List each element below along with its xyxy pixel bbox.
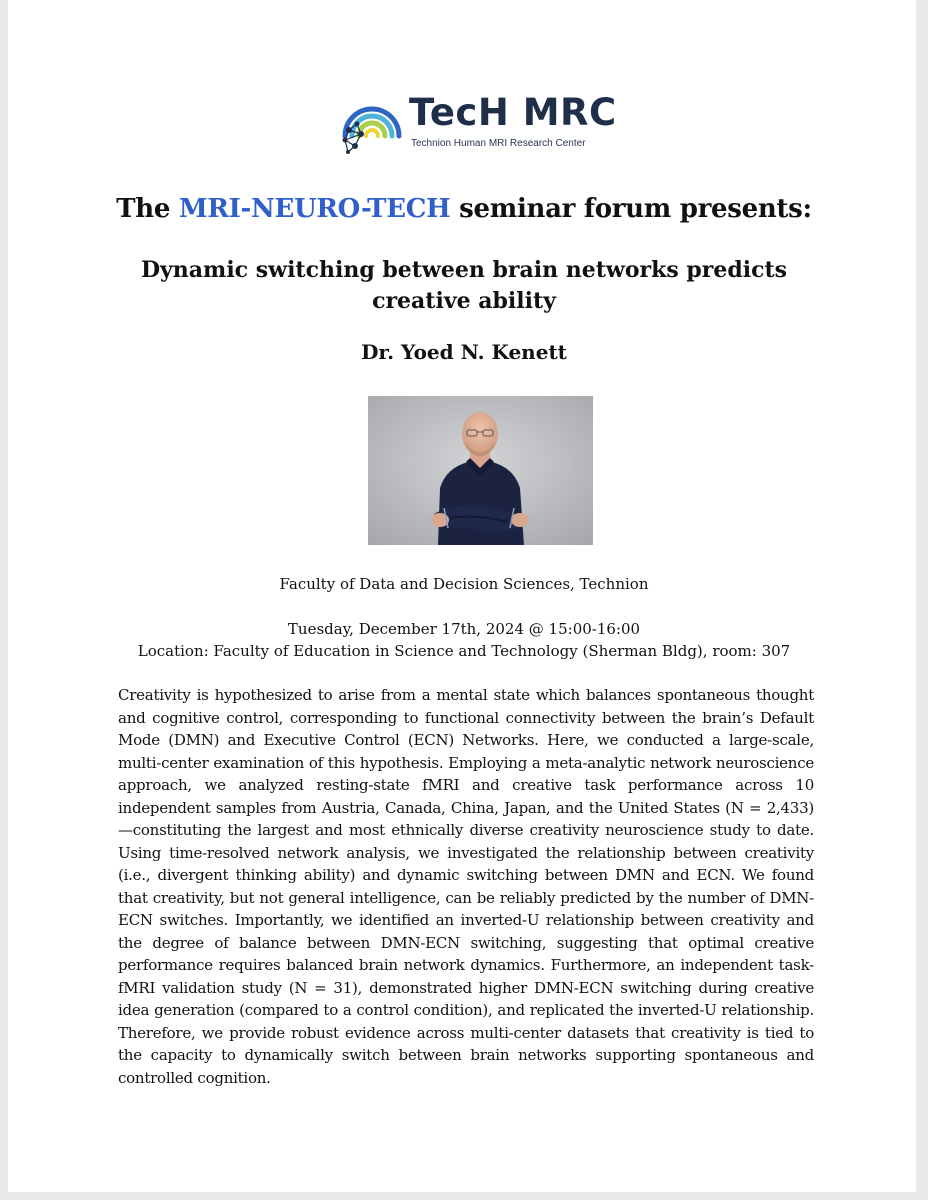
forum-heading <box>0 194 928 224</box>
forum-name: MRI-NEURO-TECH <box>178 194 451 224</box>
speaker-photo <box>368 396 593 545</box>
faculty-line: Faculty of Data and Decision Sciences, Technion <box>279 575 649 593</box>
logo-subtitle: Technion Human MRI Research Center <box>411 138 586 149</box>
talk-title-line-2: creative ability <box>372 288 556 314</box>
logo-title: TecH MRC <box>409 91 617 134</box>
forum-heading-prefix: The <box>116 194 179 224</box>
location-line: Location: Faculty of Education in Science and Technology (Sherman Bldg), room: 307 <box>137 642 791 660</box>
talk-title-line-1: Dynamic switching between brain networks predicts <box>140 257 788 283</box>
talk-title <box>0 255 928 317</box>
speaker-name: Dr. Yoed N. Kenett <box>361 340 567 364</box>
date-time-line: Tuesday, December 17th, 2024 @ 15:00-16:00 <box>287 620 641 638</box>
rainbow-network-icon <box>335 86 409 156</box>
tech-mrc-logo <box>335 86 635 158</box>
forum-heading-suffix: seminar forum presents: <box>450 194 812 224</box>
abstract-paragraph: Creativity is hypothesized to arise from a mental state which balances spontaneous thought and cognitive control, corresponding to functional connectivity between the brain’s Default Mode (DMN) and Executive Control (ECN) Networks. Here, we conducted a large-scale, multi-center examination of this hypothesis. Employing a meta-analytic network neuroscience approach, we analyzed resting-state fMRI and creative task performance across 10 independent samples from Austria, Canada, China, Japan, and the United States (N = 2,433)—constituting the largest and most ethnically diverse creativity neuroscience study to date. Using time-resolved network analysis, we investigated the relationship between creativity (i.e., divergent thinking ability) and dynamic switching between DMN and ECN. We found that creativity, but not general intelligence, can be reliably predicted by the number of DMN-ECN switches. Importantly, we identified an inverted-U relationship between creativity and the degree of balance between DMN-ECN switching, suggesting that optimal creative performance requires balanced brain network dynamics. Furthermore, an independent task-fMRI validation study (N = 31), demonstrated higher DMN-ECN switching during creative idea generation (compared to a control condition), and replicated the inverted-U relationship. Therefore, we provide robust evidence across multi-center datasets that creativity is tied to the capacity to dynamically switch between brain networks supporting spontaneous and controlled cognition. <box>118 686 814 1087</box>
